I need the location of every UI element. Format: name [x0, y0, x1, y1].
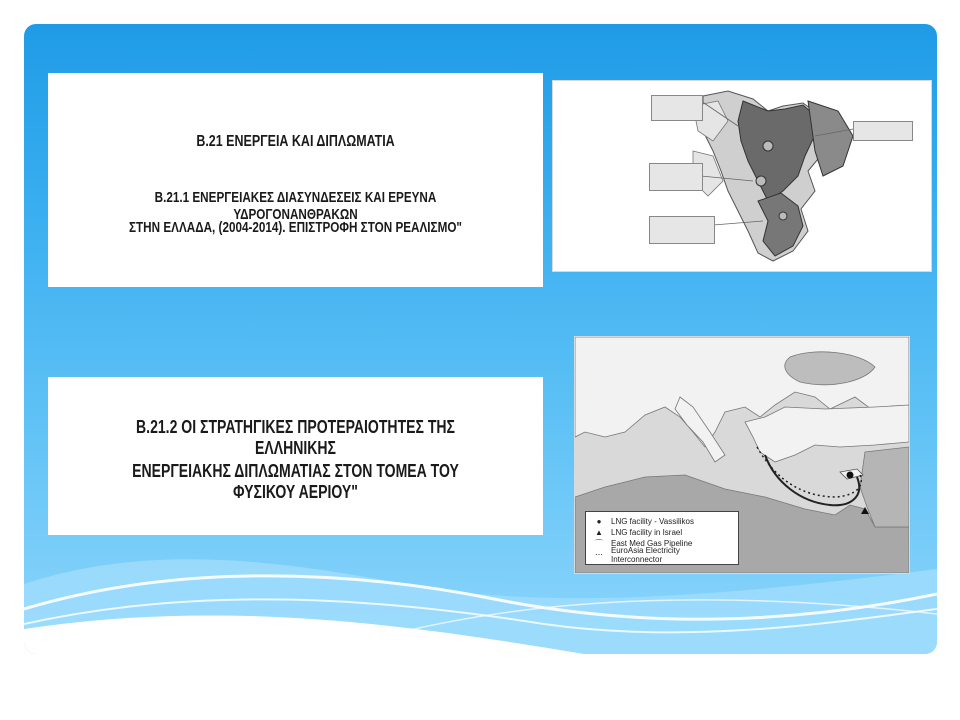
- pipeline-icon: ⌒: [595, 539, 603, 548]
- subsection-title-line2: ΣΤΗΝ ΕΛΛΑΔΑ, (2004-2014). ΕΠΙΣΤΡΟΦΗ ΣΤΟΝ ΡΕΑΛΙΣΜΟ": [129, 219, 462, 236]
- map-callout: [853, 121, 913, 141]
- lng-facility-icon: ●: [596, 517, 602, 526]
- interconnector-icon: ⋯: [594, 550, 603, 559]
- subsection-title-line2: ΕΝΕΡΓΕΙΑΚΗΣ ΔΙΠΛΩΜΑΤΙΑΣ ΣΤΟΝ ΤΟΜΕΑ ΤΟΥ ΦΥΣΙΚΟΥ ΑΕΡΙΟΥ": [132, 461, 459, 502]
- map-callout: [649, 163, 703, 191]
- legend-item: [591, 516, 733, 527]
- map-balkans-image: [553, 81, 931, 271]
- legend-label: LNG facility in Israel: [611, 528, 683, 537]
- legend-item: [591, 545, 733, 564]
- map-callout: [651, 95, 703, 121]
- subsection-title-line1: Β.21.2 ΟΙ ΣΤΡΑΤΗΓΙΚΕΣ ΠΡΟΤΕΡΑΙΟΤΗΤΕΣ ΤΗΣ ΕΛΛΗΝΙΚΗΣ: [136, 417, 455, 458]
- map-callout: [649, 216, 715, 244]
- map-legend: [585, 511, 739, 565]
- legend-label: EuroAsia Electricity Interconnector: [610, 545, 680, 564]
- heading-panel-b212: [48, 377, 543, 535]
- triangle-icon: ▲: [595, 528, 603, 537]
- heading-panel-b21: [48, 73, 543, 287]
- balkans-map-panel: [552, 80, 932, 272]
- legend-label: East Med Gas Pipeline: [611, 539, 693, 548]
- mediterranean-map-panel: [574, 336, 910, 574]
- section-title: Β.21 ΕΝΕΡΓΕΙΑ ΚΑΙ ΔΙΠΛΩΜΑΤΙΑ: [196, 133, 395, 150]
- subsection-title-line1: Β.21.1 ΕΝΕΡΓΕΙΑΚΕΣ ΔΙΑΣΥΝΔΕΣΕΙΣ ΚΑΙ ΕΡΕΥΝΑ ΥΔΡΟΓΟΝΑΝΘΡΑΚΩΝ: [154, 189, 437, 223]
- legend-item: [591, 527, 733, 538]
- legend-label: LNG facility - Vassilikos: [611, 517, 694, 526]
